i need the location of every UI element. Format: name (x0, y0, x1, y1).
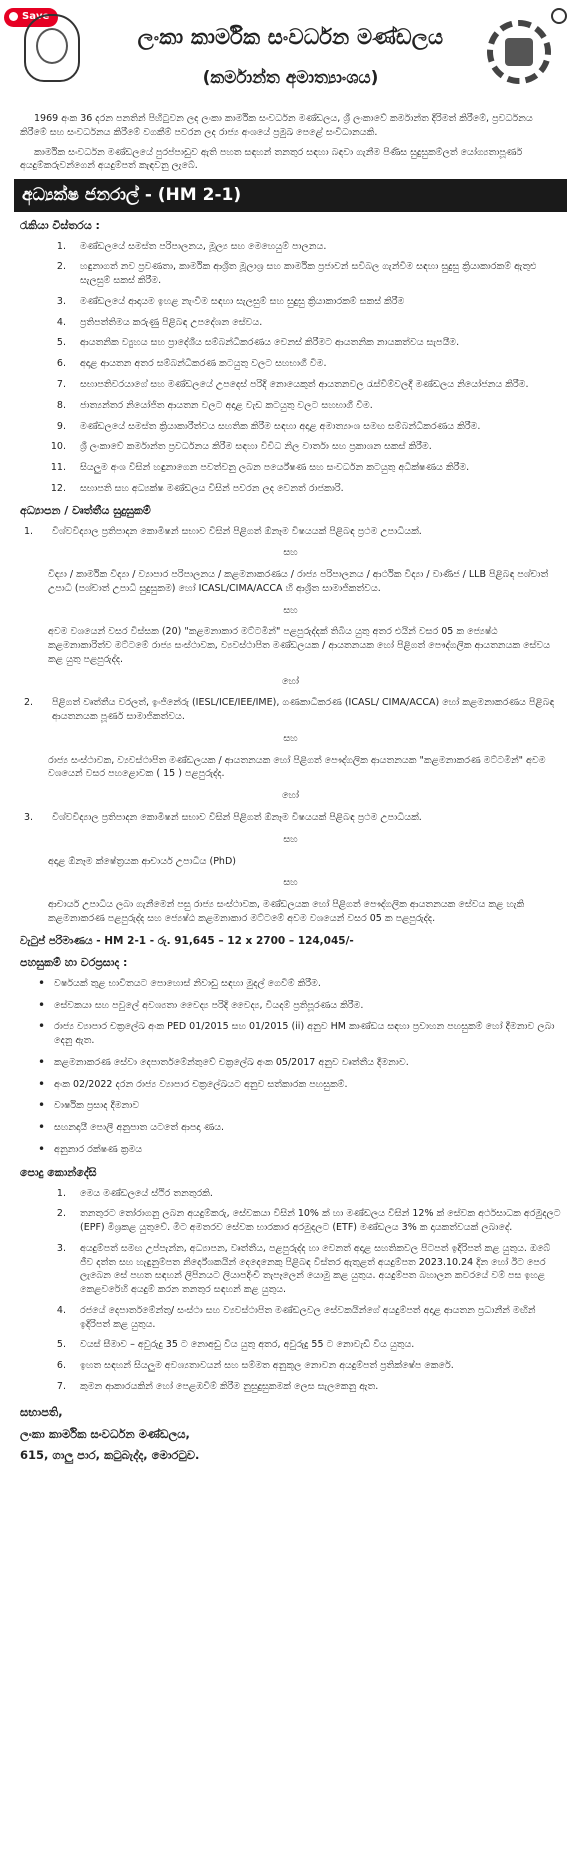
duty-number: 11. (50, 462, 66, 474)
qualification-2: 2. පිළිගත් වෘත්තීය වරලත්, ඉංජිනේරු (IESL/ICE/IEE/IME), ගණකාධිකරණ (ICASL/ CIMA/ACCA) හෝ කළමනාකරණය පිළිබඳ ආයතනයක පූර්ණ සාමාජිකත්වය. (24, 697, 555, 723)
qualification-2-experience: රාජ්‍ය සංස්ථාවක, ව්‍යවස්ථාපිත මණ්ඩලයක / ආයතනයක හෝ පිළිගත් පෞද්ගලික ආයතනයක "කළමනාකරණ මට්ටමින්" අවම වශයෙන් වසර පහළොවක ( 15 ) පළපුරුද්ද. (48, 754, 546, 780)
duty-number: 1. (56, 240, 66, 252)
qualifications-section (14, 525, 567, 926)
duty-number: 2. (56, 261, 66, 273)
duty-item (44, 260, 561, 288)
condition-number: 2. (56, 1208, 66, 1220)
duty-item (44, 295, 561, 309)
ministry-subtitle: (කර්මාන්ත අමාත්‍යාංශය) (202, 68, 379, 88)
duty-number: 3. (56, 295, 66, 307)
or-separator: හෝ (281, 790, 300, 802)
duty-number: 9. (56, 420, 66, 432)
intro-paragraph-1: 1969 අංක 36 දරන පනතින් පිහිටුවන ලද ලංකා කාර්මික සංවර්ධන මණ්ඩලය, ශ්‍රී ලංකාවේ කර්මාන්ත දිරිමත් කිරීමේ, ප්‍රවර්ධනය කිරීමේ සහ සංවර්ධනය කිරීමේ වගකීම් පවරන ලද රාජ්‍ය අංශයේ ප්‍රමුඛ පෙළේ සංවිධානයකි. (20, 113, 533, 138)
benefits-heading: පහසුකම් හා වරප්‍රසාද : (20, 955, 128, 969)
duty-number: 4. (56, 316, 66, 328)
condition-text: ඉහත සඳහන් සියලුම අවශ්‍යතාවයන් සහ සම්මත අනුකූල නොවන අයදුම්පත් ප්‍රතික්ෂේප කෙරේ. (80, 1360, 454, 1372)
organization-title: ලංකා කාර්මික සංවර්ධන මණ්ඩලය (137, 25, 444, 49)
and-separator: සහ (283, 877, 298, 889)
intro-section (14, 112, 567, 173)
duty-item (44, 336, 561, 350)
qualification-3: 3. විශ්වවිද්‍යාල ප්‍රතිපාදන කොමිෂන් සභාව විසින් පිළිගත් ඕනෑම විෂයයක් පිළිබඳ ප්‍රථම උපාධියක්. (24, 812, 422, 824)
duty-number: 12. (50, 482, 66, 494)
condition-number: 5. (56, 1339, 66, 1351)
duty-item (44, 357, 561, 371)
duty-item (44, 420, 561, 434)
duty-number: 10. (50, 441, 66, 453)
document-header (14, 0, 567, 108)
condition-text: කුමන ආකාරයකින් හෝ පෙළඹවීම් කිරීම නුසුදුසුකමක් ලෙස සැලකෙනු ඇත. (80, 1381, 379, 1393)
duty-text: සියලුම අංශ විසින් හඳුනාගෙන පවත්වනු ලබන පර්යේෂණ සහ සංවර්ධන කටයුතු අධීක්ෂණය කිරීම. (80, 462, 470, 474)
address-line-1: සභාපති, (20, 1404, 63, 1419)
duty-item (44, 240, 561, 254)
intro-paragraph-2: කාර්මික සංවර්ධන මණ්ඩලයේ පුරප්පාඩුව ඇති පහත සඳහන් තනතුර සඳහා බඳවා ගැනීම පිණිස සුදුසුකම්ලත් යෝග්‍යතාපූර්ණ අයදුම්කරුවන්ගෙන් අයදුම්පත් කැඳවනු ලැබේ. (20, 146, 523, 172)
condition-item (44, 1338, 561, 1352)
conditions-heading: පොදු කොන්දේසි (20, 1165, 97, 1179)
condition-number: 6. (56, 1360, 66, 1372)
or-separator: හෝ (281, 675, 300, 687)
condition-number: 7. (56, 1381, 66, 1393)
condition-number: 1. (56, 1187, 66, 1199)
and-separator: සහ (283, 833, 298, 845)
condition-item (44, 1207, 561, 1235)
duty-item (44, 399, 561, 413)
document-page (14, 0, 567, 1874)
position-title: අධ්‍යක්ෂ ජනරාල් - (HM 2-1) (14, 179, 567, 212)
benefit-item: • රාජ්‍ය ව්‍යාපාර චක්‍රලේඛ අංක PED 01/2015 සහ 01/2015 (ii) අනුව HM කාණ්ඩය සඳහා ප්‍රවාහන පහසුකම් හෝ දීමනාව ලබා දෙනු ඇත. (54, 1020, 561, 1048)
duty-text: මණ්ඩලයේ සමස්ත ක්‍රියාකාරීත්වය සහතික කිරීම සඳහා අදාළ අමාත්‍යාංශ සමඟ සම්බන්ධීකරණය කිරීම. (80, 420, 481, 432)
qualification-1-experience: අවම වශයෙන් වසර විස්සක (20) "කළමනාකාර මට්ටමින්" පළපුරුද්දක් තිබිය යුතු අතර එයින් වසර 05 ක ජ්‍යෙෂ්ඨ කළමනාකාරිත්ව මට්ටමේ රාජ්‍ය සංස්ථාවක, ව්‍යවස්ථාපිත මණ්ඩලයක / ආයතනයක හෝ පිළිගත් පෞද්ගලික ආයතනයක සේවය කළ යුතු පළපුරුද්ද. (48, 626, 551, 665)
benefit-item: • වර්ෂයක් තුළ භාවිතයට පොහොස් නිවාඩු සඳහා මුදල් ගෙවීම් කිරීම. (54, 977, 561, 991)
benefit-item: • අංක 02/2022 දරන රාජ්‍ය ව්‍යාපාර චක්‍රලේඛයට අනුව සත්කාරක පහසුකම්. (54, 1078, 561, 1092)
condition-item (44, 1187, 561, 1201)
duty-text: ජාත්‍යන්තර නියෝජිත ආයතන වලට අදාළ වැඩ කටයුතු වලට සහභාගී වීම. (80, 399, 373, 411)
benefit-item: • සේවකයා සහ පවුලේ අවශ්‍යතා වෛද්‍ය පරිදි වෛද්‍ය, වියදම් ප්‍රතිපූරණය කිරීම. (54, 999, 561, 1013)
duty-number: 6. (56, 358, 66, 370)
condition-number: 3. (56, 1242, 66, 1254)
national-emblem-logo (24, 14, 80, 82)
address-line-2: ලංකා කාර්මික සංවර්ධන මණ්ඩලය, (20, 1426, 190, 1441)
duty-number: 7. (56, 379, 66, 390)
duty-item (44, 482, 561, 496)
benefits-list (14, 977, 567, 1157)
and-separator: සහ (283, 547, 298, 559)
duty-item (44, 461, 561, 475)
duty-text: අදාළ ආයතන අතර සම්බන්ධීකරණ කටයුතු වලට සහභාගී වීම. (80, 358, 327, 370)
salary-scale: වැටුප් පරිමාණය - HM 2-1 - රු. 91,645 – 12 x 2700 – 124,045/- (20, 934, 354, 947)
condition-text: වයස් සීමාව – අවුරුදු 35 ට නොඅඩු විය යුතු අතර, අවුරුදු 55 ට නොවැඩි විය යුතුය. (80, 1339, 415, 1351)
contact-address (20, 1402, 567, 1468)
condition-number: 4. (56, 1304, 66, 1316)
condition-text: රජයේ දෙපාර්තමේන්තු/ සංස්ථා සහ ව්‍යවස්ථාපිත මණ්ඩලවල සේවකයින්ගේ අයදුම්පත් අදාළ ආයතන ප්‍රධානීන් මඟින් ඉදිරිපත් කළ යුතුය. (80, 1304, 536, 1330)
camera-icon[interactable] (551, 8, 567, 24)
and-separator: සහ (283, 604, 298, 616)
duties-list (14, 240, 567, 496)
benefit-item: • කළමනාකරණ සේවා දෙපාර්තමේන්තුවේ චක්‍රලේඛ අංක 05/2017 අනුව වෘත්තීය දීමනාව. (54, 1056, 561, 1070)
duty-text: සභාපති සහ අධ්‍යක්ෂ මණ්ඩලය විසින් පවරන ලද වෙනත් රාජකාරි. (80, 482, 344, 494)
condition-text: අයදුම්පත් සමඟ උප්පැන්න, අධ්‍යාපන, වෘත්තීය, පළපුරුද්ද හා වෙනත් අදාළ සහතිකවල පිටපත් ඉදිරිපත් කළ යුතුය. ඔබේ ජීව දත්ත සහ හැඳුනුම්පත නිර්දේශකයින් දෙදෙනෙකු පිළිබඳ විස්තර ඇතුළත් අයදුම්පත 2023.10.24 දින හෝ ඊට පෙර ලැබෙන සේ පහත සඳහන් ලිපිනයට ලියාපදිංචි තැපෑලෙන් යොමු කළ යුතුය. අයදුම්පත බහාලන කවරයේ වම් පස ඉහළ කෙළවරේහි අයදුම් කරන තනතුර සඳහන් කළ යුතුය. (80, 1242, 551, 1296)
duties-heading: රැකියා විස්තරය : (20, 218, 100, 232)
condition-text: මෙය මණ්ඩලයේ ස්ථිර තනතුරකි. (80, 1187, 213, 1199)
condition-item (44, 1242, 561, 1297)
and-separator: සහ (283, 732, 298, 744)
duty-text: ආයතනික ව්‍යුහය සහ ප්‍රාදේශීය සම්බන්ධීකරණය වෙනස් කිරීමට ආයතනික නායකත්වය සැපයීම. (80, 337, 460, 349)
benefit-item: • සහනදායී පොලී අනුපාත යටතේ ආපදා ණය. (54, 1121, 561, 1135)
qualifications-heading: අධ්‍යාපන / වෘත්තීය සුදුසුකම් (20, 503, 151, 517)
qualification-3-experience: ආචාර්ය උපාධිය ලබා ගැනීමෙන් පසු රාජ්‍ය සංස්ථාවක, මණ්ඩලයක හෝ පිළිගත් පෞද්ගලික ආයතනයක සේවය කළ හැකි කළමනාකරණ පළපුරුද්ද සහ ජ්‍යෙෂ්ඨ කළමනාකාර මට්ටමේ අවම වශයෙන් වසර 05 ක පළපුරුද්ද. (48, 899, 525, 924)
duty-item (44, 378, 561, 392)
duty-text: සභාපතිවරයාගේ සහ මණ්ඩලයේ උපදෙස් පරිදි නොයෙකුත් ආයතනවල රැස්වීම්වලදී මණ්ඩලය නියෝජනය කිරීම. (80, 379, 529, 390)
condition-item (44, 1380, 561, 1394)
duty-number: 8. (56, 399, 66, 411)
duty-item (44, 440, 561, 454)
duty-text: හඳුනාගත් නව ප්‍රවණතා, කාර්මික ආශ්‍රිත මූලාශ්‍ර සහ කාර්මික ප්‍රජාවන් සවිබල ගැන්වීම සඳහා සුදුසු ක්‍රියාකාරකම් ඇතුළු සැලසුම් සකස් කිරීම. (80, 261, 537, 287)
condition-text: තනතුරට තෝරාගනු ලබන අයදුම්කරු, සේවකයා විසින් 10% ක් හා මණ්ඩලය විසින් 12% ක් සේවක අර්ථසාධක අරමුදලට (EPF) මිශ්‍රකළ යුතුවේ. මීට අමතරව සේවක භාරකාර අරමුදලට (ETF) මණ්ඩලය 3% ක දායකත්වයක් ලබාදේ. (80, 1208, 561, 1234)
duty-text: ප්‍රතිපත්තිමය කරුණු පිළිබඳ උපදේශන සේවය. (80, 316, 263, 328)
save-label: Save (22, 11, 50, 22)
duty-item (44, 316, 561, 330)
benefit-item: • අනුනාර රක්ෂණ ක්‍රමය (54, 1143, 561, 1157)
idb-logo (487, 20, 551, 84)
conditions-list (14, 1187, 567, 1394)
qualification-1-postgrad: විද්‍යා / කාර්මික විද්‍යා / ව්‍යාපාර පරිපාලනය / කළමනාකරණය / රාජ්‍ය පරිපාලනය / ආර්ථික විද්‍යා / වාණිජ / LLB පිළිබඳ පශ්චාත් උපාධි (පශ්චාත් උපාධි සුදුසුකම) හෝ ICASL/CIMA/ACCA හි ආශ්‍රිත සාමාජිකත්වය. (48, 569, 549, 594)
condition-item (44, 1304, 561, 1332)
benefit-item: • වාර්ෂික ප්‍රසාද දීමනාව (54, 1099, 561, 1113)
qualification-3-phd: අදාළ ඕනෑම ක්ෂේත්‍රයක ආචාර්ය උපාධිය (PhD) (48, 855, 236, 867)
duty-text: ශ්‍රී ලංකාවේ කර්මාන්ත ප්‍රවර්ධනය කිරීම සඳහා විවිධ නිල වාර්තා සහ ප්‍රකාශන සකස් කිරීම. (80, 441, 432, 453)
condition-item (44, 1359, 561, 1373)
qualification-1: 1. විශ්වවිද්‍යාල ප්‍රතිපාදන කොමිෂන් සභාව විසින් පිළිගත් ඕනෑම විෂයයක් පිළිබඳ ප්‍රථම උපාධියක්. (24, 525, 422, 537)
duty-number: 5. (56, 337, 66, 349)
address-line-3: 615, ගාලු පාර, කටුබැද්ද, මොරටුව. (20, 1448, 200, 1463)
pin-icon (9, 12, 18, 21)
duty-text: මණ්ඩලයේ සමස්ත පරිපාලනය, මූල්‍ය සහ මෙහෙයුම් පාලනය. (80, 240, 327, 252)
duty-text: මණ්ඩලයේ ආදායම ඉහළ නැංවීම සඳහා සැලසුම් සහ සුදුසු ක්‍රියාකාරකම් සකස් කිරීම (80, 295, 405, 307)
